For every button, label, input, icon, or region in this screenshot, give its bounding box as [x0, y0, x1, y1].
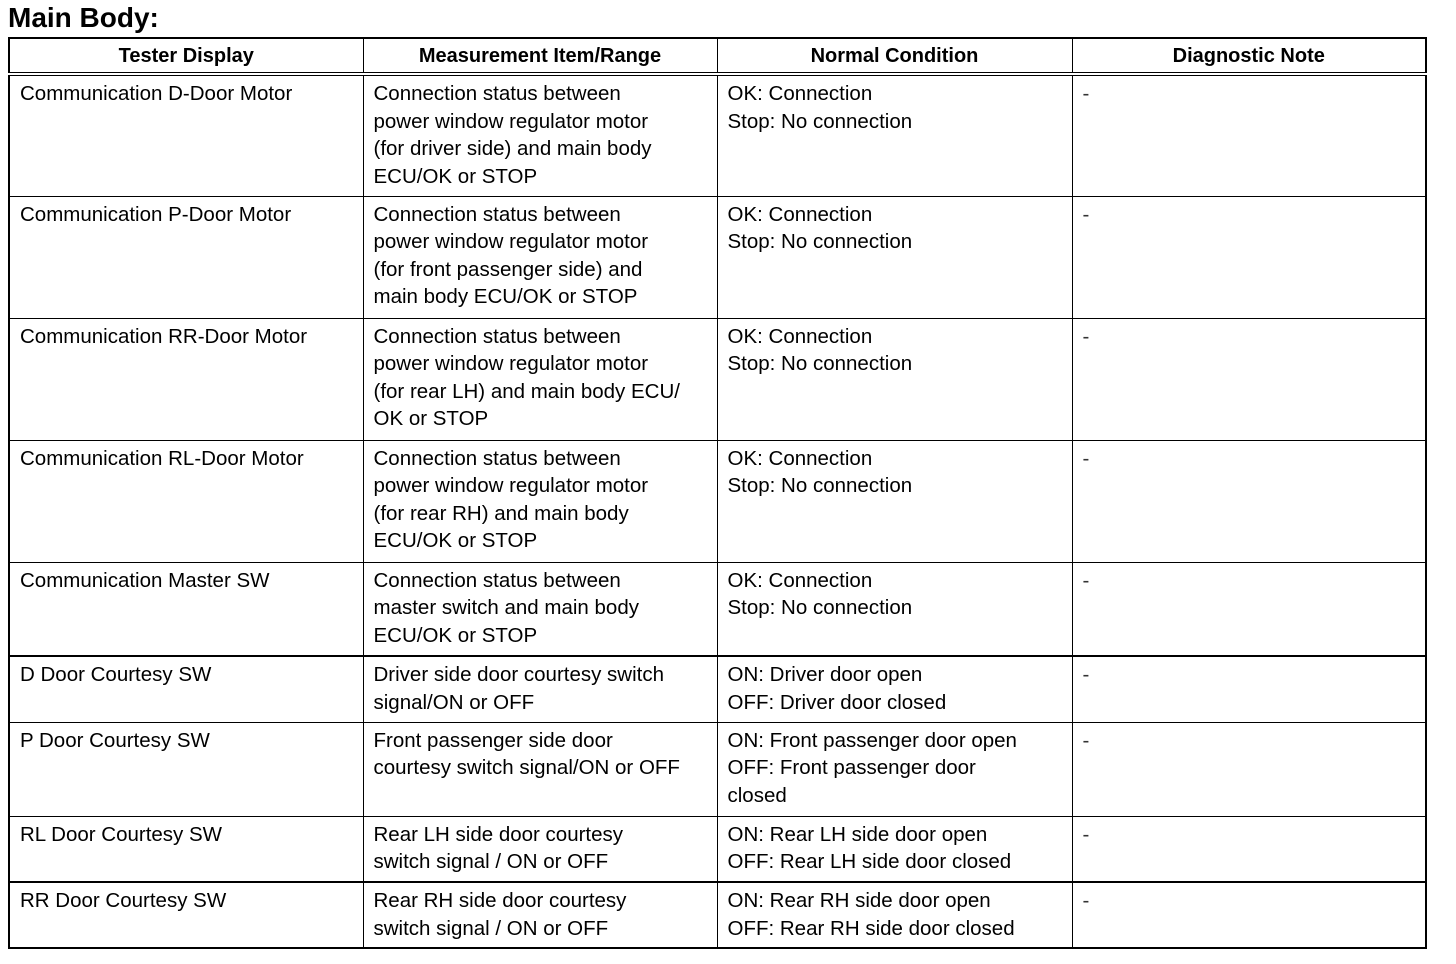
- cell-diagnostic-note: -: [1072, 196, 1426, 318]
- cell-measurement: Connection status between power window regulator motor (for rear LH) and main body ECU/ OK or STOP: [363, 318, 717, 440]
- cell-normal-condition: OK: Connection Stop: No connection: [717, 562, 1072, 656]
- table-row: [9, 656, 1426, 722]
- main-body-table: [8, 37, 1427, 949]
- cell-tester-display: RL Door Courtesy SW: [9, 816, 363, 882]
- column-header-tester-display: Tester Display: [9, 38, 363, 74]
- cell-diagnostic-note: -: [1072, 440, 1426, 562]
- table-row: [9, 816, 1426, 882]
- cell-diagnostic-note: -: [1072, 318, 1426, 440]
- cell-diagnostic-note: -: [1072, 656, 1426, 722]
- cell-measurement: Connection status between power window regulator motor (for rear RH) and main body ECU/OK or STOP: [363, 440, 717, 562]
- cell-normal-condition: OK: Connection Stop: No connection: [717, 196, 1072, 318]
- table-row: [9, 440, 1426, 562]
- cell-normal-condition: OK: Connection Stop: No connection: [717, 74, 1072, 196]
- table-row: [9, 562, 1426, 656]
- cell-measurement: Rear LH side door courtesy switch signal / ON or OFF: [363, 816, 717, 882]
- cell-measurement: Rear RH side door courtesy switch signal / ON or OFF: [363, 882, 717, 948]
- cell-tester-display: P Door Courtesy SW: [9, 722, 363, 816]
- cell-tester-display: Communication Master SW: [9, 562, 363, 656]
- table-row: [9, 882, 1426, 948]
- cell-normal-condition: ON: Front passenger door open OFF: Front passenger door closed: [717, 722, 1072, 816]
- cell-normal-condition: OK: Connection Stop: No connection: [717, 440, 1072, 562]
- cell-normal-condition: ON: Rear LH side door open OFF: Rear LH side door closed: [717, 816, 1072, 882]
- cell-normal-condition: ON: Rear RH side door open OFF: Rear RH side door closed: [717, 882, 1072, 948]
- cell-diagnostic-note: -: [1072, 562, 1426, 656]
- table-row: [9, 318, 1426, 440]
- cell-diagnostic-note: -: [1072, 74, 1426, 196]
- cell-normal-condition: ON: Driver door open OFF: Driver door closed: [717, 656, 1072, 722]
- table-row: [9, 74, 1426, 196]
- table-row: [9, 196, 1426, 318]
- table-row: [9, 722, 1426, 816]
- cell-diagnostic-note: -: [1072, 722, 1426, 816]
- cell-measurement: Driver side door courtesy switch signal/ON or OFF: [363, 656, 717, 722]
- cell-tester-display: RR Door Courtesy SW: [9, 882, 363, 948]
- cell-tester-display: Communication D-Door Motor: [9, 74, 363, 196]
- column-header-normal-condition: Normal Condition: [717, 38, 1072, 74]
- column-header-measurement: Measurement Item/Range: [363, 38, 717, 74]
- cell-measurement: Front passenger side door courtesy switch signal/ON or OFF: [363, 722, 717, 816]
- cell-tester-display: Communication RR-Door Motor: [9, 318, 363, 440]
- cell-normal-condition: OK: Connection Stop: No connection: [717, 318, 1072, 440]
- cell-measurement: Connection status between power window regulator motor (for driver side) and main body ECU/OK or STOP: [363, 74, 717, 196]
- cell-tester-display: D Door Courtesy SW: [9, 656, 363, 722]
- cell-diagnostic-note: -: [1072, 882, 1426, 948]
- table-header-row: [9, 38, 1426, 74]
- cell-measurement: Connection status between power window regulator motor (for front passenger side) and main body ECU/OK or STOP: [363, 196, 717, 318]
- cell-diagnostic-note: -: [1072, 816, 1426, 882]
- cell-measurement: Connection status between master switch and main body ECU/OK or STOP: [363, 562, 717, 656]
- cell-tester-display: Communication P-Door Motor: [9, 196, 363, 318]
- cell-tester-display: Communication RL-Door Motor: [9, 440, 363, 562]
- column-header-diagnostic-note: Diagnostic Note: [1072, 38, 1426, 74]
- page-title: Main Body:: [8, 2, 159, 33]
